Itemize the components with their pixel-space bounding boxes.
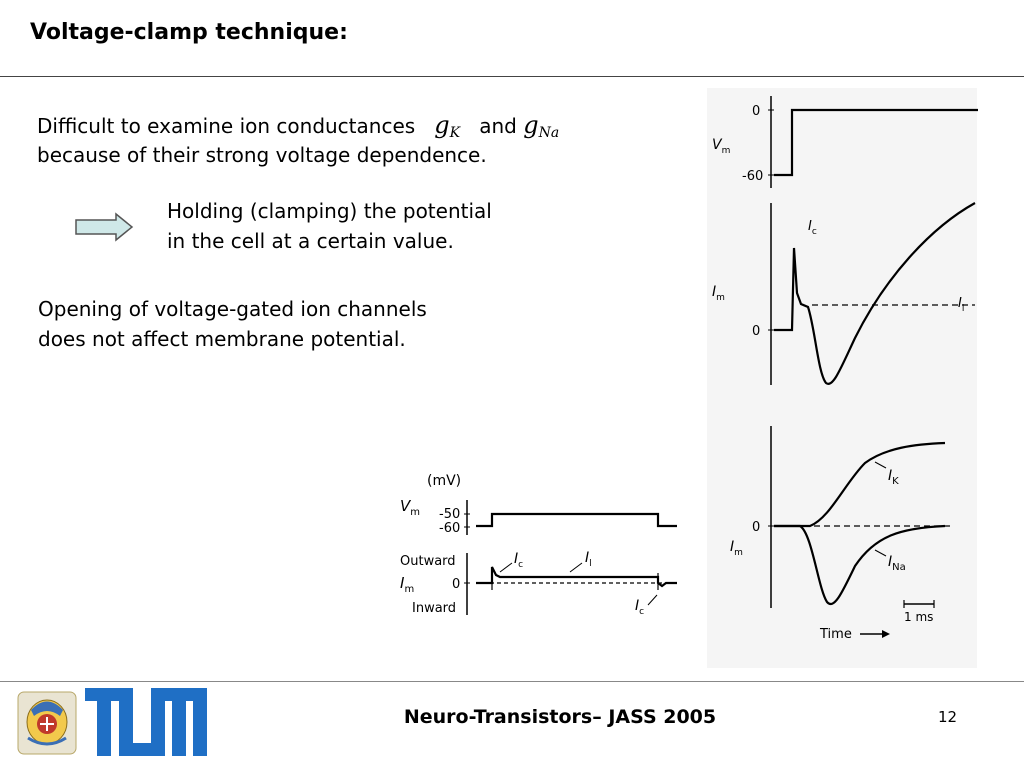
vm-label-right: $V_m$ (712, 137, 731, 156)
formula-gk: $g_K$ (434, 111, 461, 141)
ik-trace (774, 443, 945, 526)
zero-label-left: 0 (452, 577, 461, 592)
right-arrow-icon (74, 212, 136, 242)
tick-zero-c: 0 (752, 520, 761, 535)
ik-label: $I_K$ (888, 468, 899, 487)
time-arrow-icon (882, 630, 890, 638)
ina-trace (774, 526, 945, 604)
outward-label: Outward (400, 554, 456, 569)
footer-title: Neuro-Transistors– JASS 2005 (403, 706, 717, 728)
and-word: and (479, 114, 517, 138)
arrow-text-line2: in the cell at a certain value. (167, 229, 454, 253)
voltage-clamp-figure-left (392, 455, 692, 630)
ina-label: $I_{Na}$ (888, 554, 906, 573)
il-label-right: $I_l$ (958, 296, 965, 314)
im-label-left: $I_m$ (400, 574, 415, 595)
slide-title: Voltage-clamp technique: (30, 20, 348, 45)
im-label-right-c: $I_m$ (730, 539, 743, 558)
ic-label-left-bottom: $I_c$ (635, 598, 645, 617)
tick-zero-a: 0 (752, 104, 761, 119)
title-divider (0, 76, 1024, 77)
para2-line2: does not affect membrane potential. (38, 327, 406, 351)
vm-step-right (774, 110, 978, 175)
inward-label: Inward (412, 601, 457, 616)
para2-line1: Opening of voltage-gated ion channels (38, 297, 427, 321)
tick-minus60: -60 (439, 521, 461, 536)
scale-bar-label: 1 ms (904, 610, 934, 624)
tick-minus60-a: -60 (742, 169, 764, 184)
arrow-text-line1: Holding (clamping) the potential (167, 199, 492, 223)
ic-label-left: $I_c$ (514, 551, 524, 570)
im-trace-right (774, 203, 975, 384)
voltage-clamp-figure-right (700, 88, 985, 668)
tick-minus50: -50 (439, 507, 461, 522)
il-label-left: $I_l$ (585, 550, 592, 569)
vm-step-trace (476, 514, 677, 526)
unit-label: (mV) (427, 473, 462, 489)
time-label: Time (820, 627, 852, 642)
para1-text: Difficult to examine ion conductances (37, 114, 416, 138)
im-label-right: $I_m$ (712, 284, 725, 303)
tick-zero-b: 0 (752, 324, 761, 339)
para1-line2: because of their strong voltage dependence. (37, 143, 487, 167)
footer-divider (0, 681, 1024, 682)
page-number: 12 (938, 708, 958, 726)
formula-gna: $g_{Na}$ (523, 111, 560, 141)
vm-label-left: $V_m$ (400, 497, 421, 518)
ic-label-right: $I_c$ (808, 219, 817, 237)
